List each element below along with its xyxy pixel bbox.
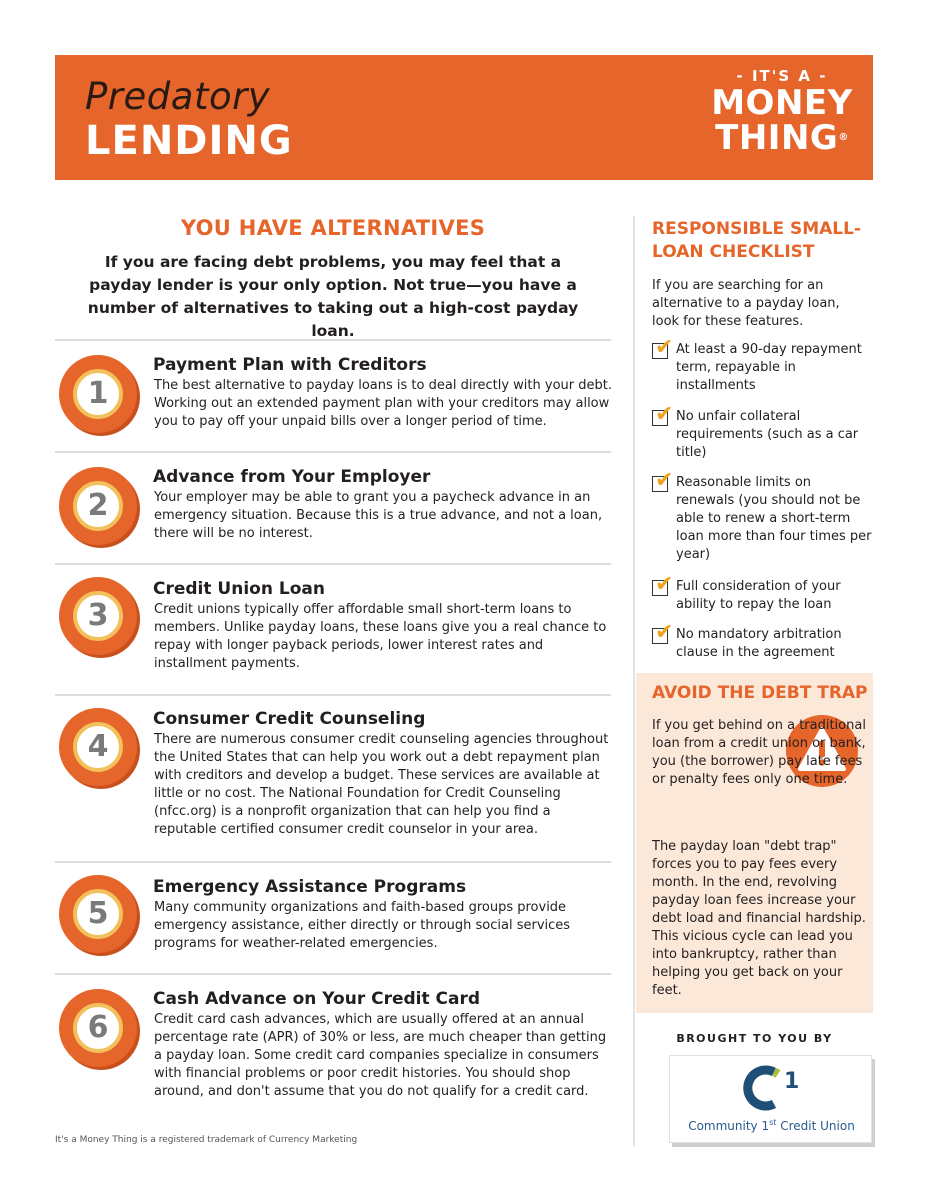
number-label: 6 <box>73 1003 123 1053</box>
debt-trap-paragraph-2: The payday loan "debt trap" forces you to pay fees every month. In the end, revolving payday loan fees increase your debt load and financial hardship. This vicious cycle can lead you into bankruptcy, rather than helping you get back on your feet. <box>652 839 866 998</box>
number-badge <box>59 708 137 786</box>
checkbox-icon <box>652 468 674 493</box>
cu-name-post: Credit Union <box>776 1119 855 1133</box>
title-line-2: LENDING <box>85 118 293 164</box>
alternative-item <box>55 339 611 451</box>
checkmark-icon: ✔ <box>655 572 674 597</box>
checklist-intro: If you are searching for an alternative to a payday loan, look for these features. <box>652 278 840 329</box>
checkmark-icon: ✔ <box>655 402 674 427</box>
column-divider <box>633 216 635 1146</box>
credit-union-name <box>670 1118 873 1133</box>
alternative-item <box>55 973 611 1103</box>
alternatives-intro: If you are facing debt problems, you may feel that a payday lender is your only option. Not true—you have a number of alternatives to taking out a high-cost payday loan. <box>87 253 579 340</box>
checkbox-icon <box>652 335 674 360</box>
alternative-title: Cash Advance on Your Credit Card <box>153 989 481 1009</box>
registered-mark: ® <box>838 132 849 143</box>
checklist-item <box>652 468 872 566</box>
logo-line-3-text: THING <box>715 118 839 158</box>
checklist-item <box>652 572 872 616</box>
logo-line-2: MONEY <box>711 83 853 123</box>
debt-trap-paragraph-1 <box>652 717 867 789</box>
debt-trap-panel <box>636 673 873 1013</box>
checklist-item-text: Reasonable limits on renewals (you should not be able to renew a short-term loan more than four times per year) <box>676 475 872 562</box>
alternative-title: Advance from Your Employer <box>153 467 431 487</box>
logo-line-1: - IT'S A - <box>736 67 828 85</box>
checkmark-icon: ✔ <box>655 468 674 493</box>
alternative-title: Emergency Assistance Programs <box>153 877 467 897</box>
logo-line-3 <box>707 118 857 158</box>
number-badge <box>59 875 137 953</box>
alternative-title: Consumer Credit Counseling <box>153 709 426 729</box>
brought-to-you-by: BROUGHT TO YOU BY <box>676 1032 833 1045</box>
checklist-item-text: No unfair collateral requirements (such as a car title) <box>676 409 859 460</box>
alternative-body: Your employer may be able to grant you a paycheck advance in an emergency situation. Because this is a true advance, and not a loan, there will be no interest. <box>154 490 603 541</box>
checkmark-icon: ✔ <box>655 620 674 645</box>
alternative-item <box>55 563 611 694</box>
number-label: 2 <box>73 481 123 531</box>
money-thing-logo <box>707 63 857 158</box>
alternative-body: Credit card cash advances, which are usually offered at an annual percentage rate (APR) of 30% or less, are much cheaper than getting a payday loan. Some credit card companies specialize in consumers with financial problems or poor credit histories. You should shop around, and don't assume that you do not qualify for a credit card. <box>154 1012 607 1099</box>
number-badge <box>59 355 137 433</box>
checklist-item <box>652 402 872 464</box>
number-badge <box>59 577 137 655</box>
alternative-item <box>55 694 611 861</box>
checklist-heading: RESPONSIBLE SMALL-LOAN CHECKLIST <box>652 219 862 262</box>
header-banner <box>55 55 873 180</box>
alternative-title: Payment Plan with Creditors <box>153 355 427 375</box>
credit-union-logo-card <box>669 1055 872 1143</box>
cu-name-sup: st <box>769 1118 777 1127</box>
number-label: 4 <box>73 722 123 772</box>
number-label: 5 <box>73 889 123 939</box>
alternative-item <box>55 451 611 563</box>
number-badge <box>59 989 137 1067</box>
number-label: 1 <box>73 369 123 419</box>
alternative-title: Credit Union Loan <box>153 579 325 599</box>
checkbox-icon <box>652 572 674 597</box>
checkbox-icon <box>652 620 674 645</box>
checklist-item-text: Full consideration of your ability to repay the loan <box>676 579 841 612</box>
number-label: 3 <box>73 591 123 641</box>
debt-trap-heading: AVOID THE DEBT TRAP <box>652 683 868 703</box>
checkmark-icon: ✔ <box>655 335 674 360</box>
alternatives-heading: YOU HAVE ALTERNATIVES <box>180 216 486 240</box>
alternative-item <box>55 861 611 973</box>
trademark-note: It's a Money Thing is a registered trademark of Currency Marketing <box>55 1135 358 1145</box>
title-line-1: Predatory <box>85 75 271 118</box>
alternative-body: There are numerous consumer credit counseling agencies throughout the United States that can help you work out a debt repayment plan with creditors and develop a budget. These services are available at little or no cost. The National Foundation for Credit Counseling (nfcc.org) is a nonprofit organization that can help you find a reputable certified consumer credit counselor in your area. <box>154 732 609 837</box>
alternative-body: Credit unions typically offer affordable small short-term loans to members. Unlike payday loans, these loans give you a real chance to repay with longer payback periods, lower interest rates and installment payments. <box>154 602 607 671</box>
alternative-body: The best alternative to payday loans is to deal directly with your debt. Working out an extended payment plan with your creditors may allow you to pay off your unpaid bills over a longer period of time. <box>154 378 612 429</box>
checklist-item <box>652 620 872 664</box>
checklist-item <box>652 335 872 397</box>
cu-name-pre: Community 1 <box>688 1119 770 1133</box>
checklist-item-text: No mandatory arbitration clause in the agreement <box>676 627 842 660</box>
alternative-body: Many community organizations and faith-based groups provide emergency assistance, either directly or through social services programs for weather-related emergencies. <box>154 900 571 951</box>
number-badge <box>59 467 137 545</box>
checkbox-icon <box>652 402 674 427</box>
logo-digit: 1 <box>784 1069 800 1094</box>
debt-trap-paragraph-1-text: If you get behind on a traditional loan from a credit union or bank, you (the borrower) pay late fees or penalty fees only one time. <box>652 718 866 787</box>
checklist-item-text: At least a 90-day repayment term, repayable in installments <box>676 342 862 393</box>
credit-union-logo-icon <box>740 1062 802 1112</box>
